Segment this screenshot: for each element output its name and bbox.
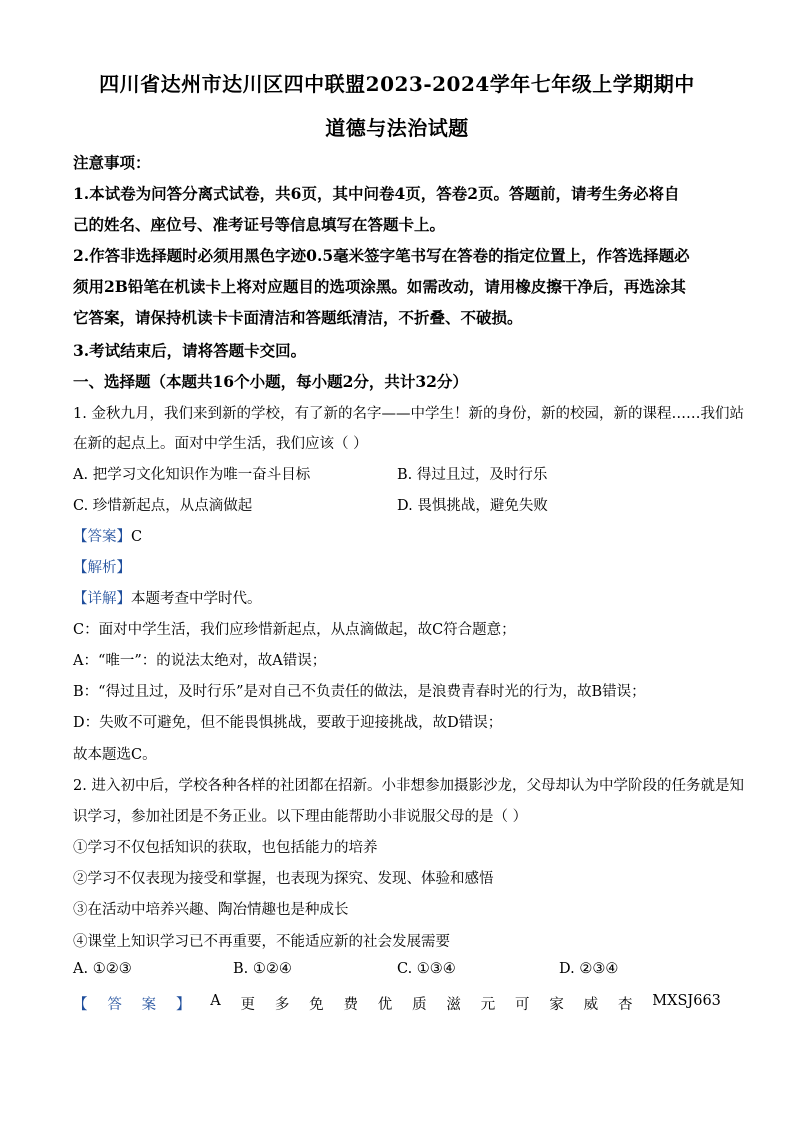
q2-option-d: D. ②③④ bbox=[559, 961, 619, 977]
page-title: 四川省达州市达川区四中联盟2023-2024学年七年级上学期期中 bbox=[99, 72, 695, 96]
answer-char: 威 bbox=[583, 997, 599, 1013]
answer-char: 免 bbox=[309, 997, 324, 1013]
answer-label: 【答案】 bbox=[73, 529, 131, 545]
answer-char: A bbox=[210, 993, 221, 1009]
answer-char: 案 bbox=[141, 997, 157, 1013]
q1-option-c: C. 珍惜新起点，从点滴做起 bbox=[73, 498, 253, 514]
q1-option-b: B. 得过且过，及时行乐 bbox=[397, 467, 548, 483]
answer-value: C bbox=[131, 529, 143, 545]
notice-line: 2.作答非选择题时必须用黑色字迹0.5毫米签字笔书写在答卷的指定位置上，作答选择题必 bbox=[73, 246, 690, 265]
notice-line: 己的姓名、座位号、准考证号等信息填写在答题卡上。 bbox=[73, 215, 446, 234]
q2-stem: 识学习，参加社团是不务正业。以下理由能帮助小非说服父母的是（ ） bbox=[73, 809, 528, 825]
q1-analysis-label bbox=[73, 556, 131, 577]
notice-line: 1.本试卷为问答分离式试卷，共6页，其中问卷4页，答卷2页。答题前，请考生务必将自 bbox=[73, 184, 680, 203]
answer-char: 更 bbox=[240, 997, 256, 1013]
q2-option-c: C. ①③④ bbox=[397, 961, 456, 977]
answer-char: 可 bbox=[515, 997, 530, 1013]
notice-line: 须用2B铅笔在机读卡上将对应题目的选项涂黑。如需改动，请用橡皮擦干净后，再选涂其 bbox=[73, 277, 686, 296]
page-subtitle: 道德与法治试题 bbox=[325, 116, 469, 140]
q1-explanation: D：失败不可避免，但不能畏惧挑战，要敢于迎接挑战，故D错误； bbox=[73, 715, 503, 731]
answer-char: 答 bbox=[107, 997, 122, 1013]
detail-label: 【详解】 bbox=[73, 591, 131, 607]
answer-char: 家 bbox=[549, 997, 564, 1013]
q2-stem: 2. 进入初中后，学校各种各样的社团都在招新。小非想参加摄影沙龙，父母却认为中学阶段的任务就是知 bbox=[73, 778, 744, 794]
q1-answer bbox=[73, 525, 142, 546]
detail-text: 本题考查中学时代。 bbox=[131, 591, 262, 607]
notice-heading: 注意事项： bbox=[73, 153, 151, 172]
q1-explanation: B：“得过且过，及时行乐”是对自己不负责任的做法，是浪费青春时光的行为，故B错误； bbox=[73, 684, 646, 700]
answer-char: 滋 bbox=[446, 997, 461, 1013]
q2-statement: ④课堂上知识学习已不再重要，不能适应新的社会发展需要 bbox=[73, 934, 450, 950]
q1-explanation: A：“唯一”：的说法太绝对，故A错误； bbox=[73, 653, 327, 669]
answer-char: 多 bbox=[274, 997, 290, 1013]
q1-explanation: 故本题选C。 bbox=[73, 747, 157, 763]
q2-statement: ②学习不仅表现为接受和掌握，也表现为探究、发现、体验和感悟 bbox=[73, 871, 494, 887]
q2-option-b: B. ①②④ bbox=[233, 961, 292, 977]
answer-char: 质 bbox=[412, 997, 427, 1013]
q1-option-d: D. 畏惧挑战，避免失败 bbox=[397, 498, 548, 514]
q2-option-a: A. ①②③ bbox=[73, 961, 132, 977]
answer-char: 杏 bbox=[617, 997, 633, 1013]
q2-statement: ③在活动中培养兴趣、陶冶情趣也是种成长 bbox=[73, 902, 349, 918]
q2-answer-line bbox=[73, 993, 721, 1014]
q1-explanation: C：面对中学生活，我们应珍惜新起点，从点滴做起，故C符合题意； bbox=[73, 622, 516, 638]
q1-option-a: A. 把学习文化知识作为唯一奋斗目标 bbox=[73, 467, 311, 483]
answer-char: 优 bbox=[377, 997, 393, 1013]
q1-stem: 1. 金秋九月，我们来到新的学校，有了新的名字——中学生！新的身份，新的校园，新的课程……我们站 bbox=[73, 406, 744, 422]
section-heading: 一、选择题（本题共16个小题，每小题2分，共计32分） bbox=[73, 372, 468, 391]
notice-line: 它答案，请保持机读卡卡面清洁和答题纸清洁，不折叠、不破损。 bbox=[73, 308, 523, 327]
q2-statement: ①学习不仅包括知识的获取，也包括能力的培养 bbox=[73, 840, 378, 856]
answer-char: 【 bbox=[73, 997, 88, 1013]
answer-char: 元 bbox=[480, 997, 496, 1013]
q1-stem: 在新的起点上。面对中学生活，我们应该（ ） bbox=[73, 436, 368, 452]
analysis-label: 【解析】 bbox=[73, 560, 131, 576]
answer-char: 】 bbox=[175, 997, 191, 1013]
notice-line: 3.考试结束后，请将答题卡交回。 bbox=[73, 341, 307, 360]
answer-char: MXSJ663 bbox=[652, 993, 721, 1009]
answer-char: 费 bbox=[343, 997, 358, 1013]
q1-detail bbox=[73, 587, 262, 608]
